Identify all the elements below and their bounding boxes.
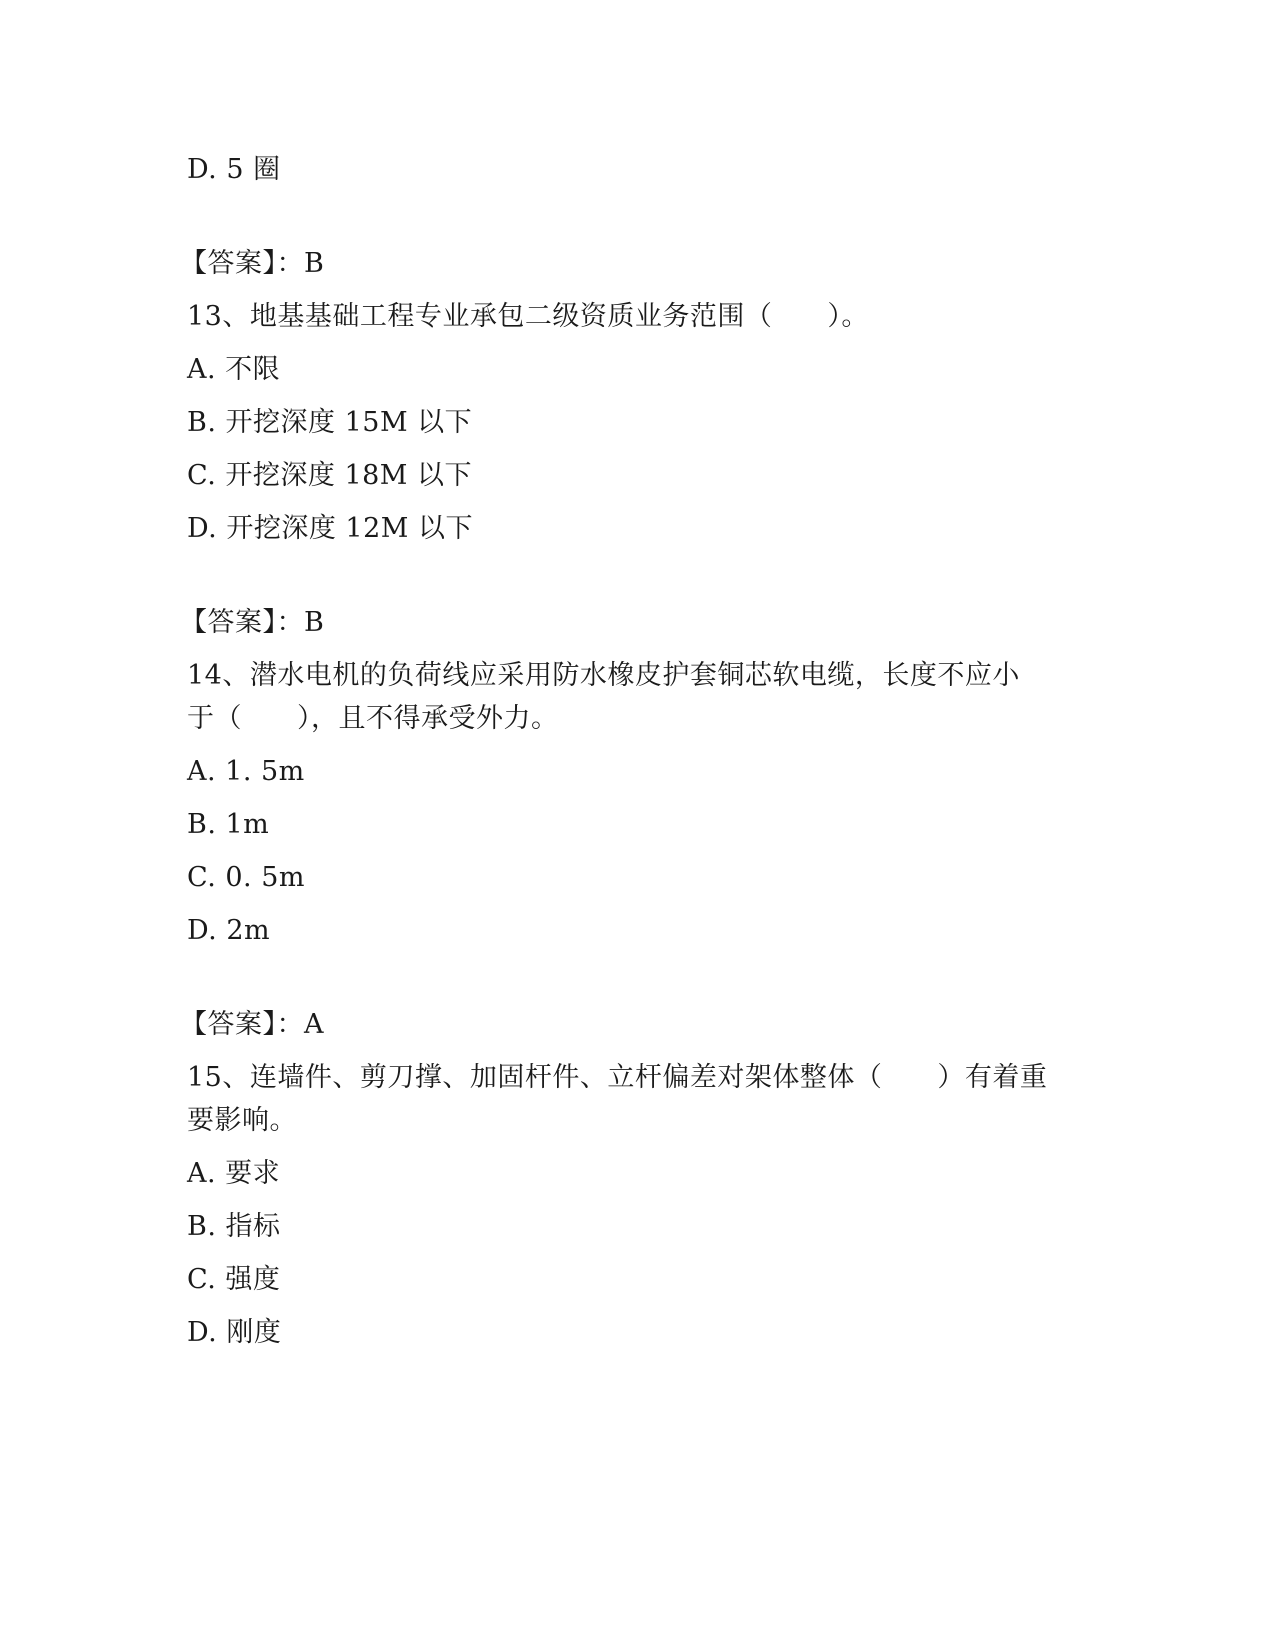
q14-option-b: B. 1m	[187, 809, 270, 840]
q14-option-d: D. 2m	[187, 915, 271, 946]
q14-option-c: C. 0. 5m	[187, 862, 305, 893]
q13-answer: 【答案】：B	[180, 607, 325, 638]
q14-stem-line2: 于（ ），且不得承受外力。	[187, 703, 559, 734]
q13-stem: 13、地基基础工程专业承包二级资质业务范围（ ）。	[187, 301, 869, 332]
q14-stem-line1: 14、潜水电机的负荷线应采用防水橡皮护套铜芯软电缆，长度不应小	[187, 660, 1020, 691]
q15-option-b: B. 指标	[187, 1211, 281, 1242]
q12-option-d: D. 5 圈	[187, 154, 281, 185]
q15-stem-line2: 要影响。	[187, 1105, 297, 1136]
q14-option-a: A. 1. 5m	[187, 756, 305, 787]
q13-option-b: B. 开挖深度 15M 以下	[187, 407, 473, 438]
q15-option-d: D. 刚度	[187, 1317, 282, 1348]
q14-answer: 【答案】：A	[180, 1009, 324, 1040]
q15-option-c: C. 强度	[187, 1264, 281, 1295]
q15-option-a: A. 要求	[187, 1158, 281, 1189]
q13-option-a: A. 不限	[187, 354, 281, 385]
q12-answer: 【答案】：B	[180, 248, 325, 279]
q13-option-d: D. 开挖深度 12M 以下	[187, 513, 474, 544]
q15-stem-line1: 15、连墙件、剪刀撑、加固杆件、立杆偏差对架体整体（ ）有着重	[187, 1062, 1048, 1093]
q13-option-c: C. 开挖深度 18M 以下	[187, 460, 473, 491]
